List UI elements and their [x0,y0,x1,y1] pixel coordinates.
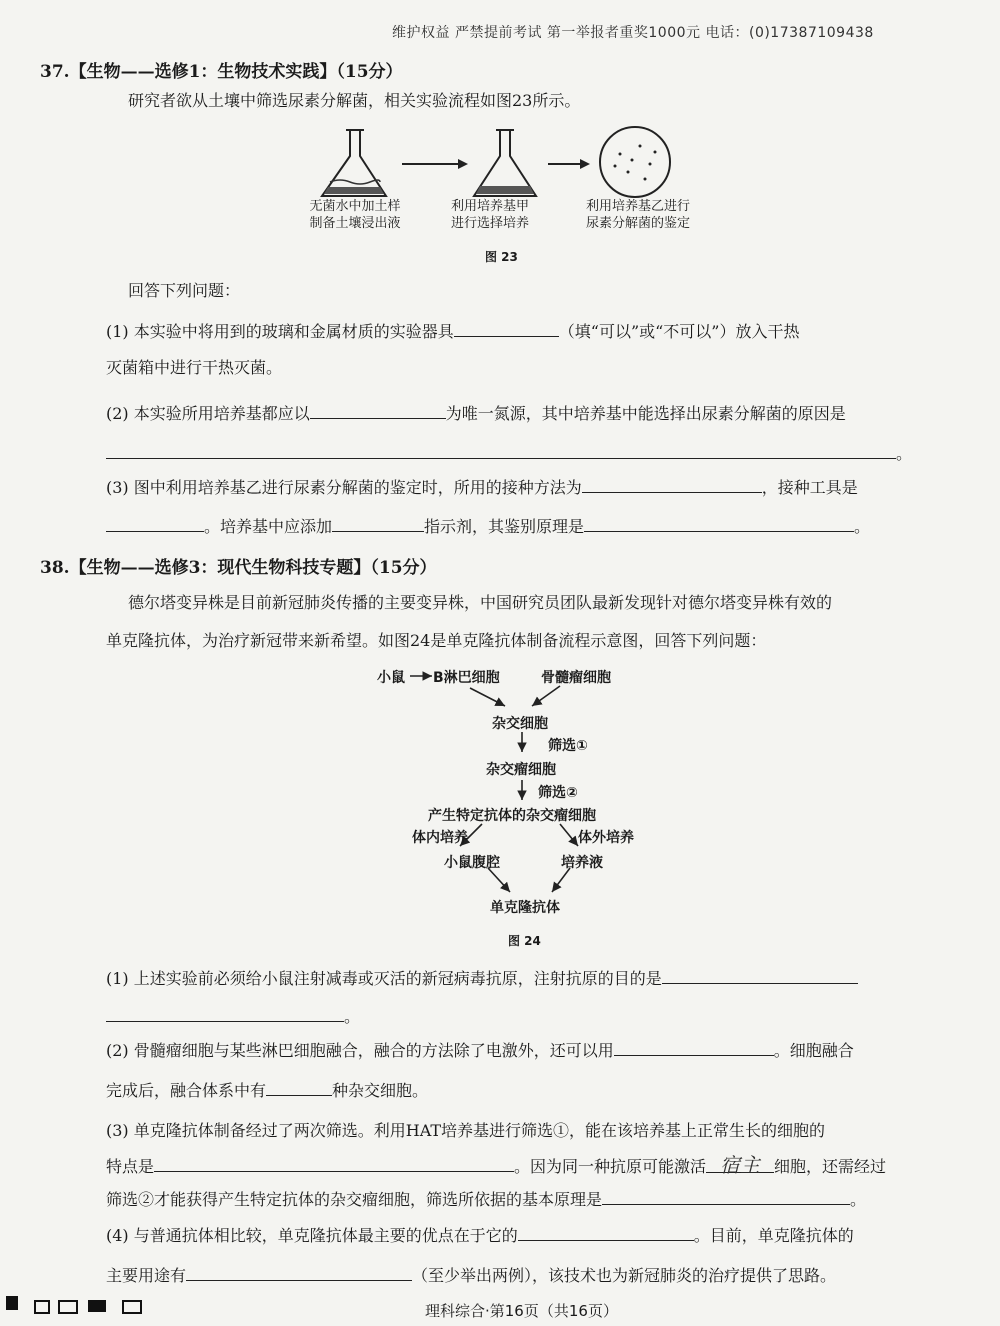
q37-part2-blank1[interactable] [310,400,446,419]
q38-part3-line1: (3) 单克隆抗体制备经过了两次筛选。利用HAT培养基进行筛选①，能在该培养基上正常生长的细胞的 [106,1121,826,1140]
step2-line1: 利用培养基甲 [450,199,529,214]
fig24-mab: 单克隆抗体 [490,900,560,916]
fig24-myeloma: 骨髓瘤细胞 [541,670,611,686]
q38-part3-line3: 筛选②才能获得产生特定抗体的杂交瘤细胞，筛选所依据的基本原理是 。 [106,1186,866,1211]
registration-mark-1 [6,1296,18,1310]
registration-mark-5 [122,1300,142,1314]
q37-intro: 研究者欲从土壤中筛选尿素分解菌，相关实验流程如图23所示。 [128,91,581,110]
q37-part3-line2: 。培养基中应添加 指示剂，其鉴别原理是 。 [106,513,870,538]
fig24-screen2: 筛选② [538,785,578,801]
figure-23-step3 [568,198,708,232]
q38-part2-blank1[interactable] [614,1037,774,1056]
step1-line2: 制备土壤浸出液 [309,216,401,231]
arrow-2-icon [548,159,590,169]
q38-part2-line2: 完成后，融合体系中有 种杂交细胞。 [106,1077,428,1102]
registration-mark-3 [58,1300,78,1314]
figure-23-step1 [285,198,425,232]
q38-part1-line2: 。 [106,1003,360,1028]
q37-part2-line2: 。 [106,440,912,465]
q38-part1-line1: (1) 上述实验前必须给小鼠注射减毒或灭活的新冠病毒抗原，注射抗原的目的是 [106,965,858,990]
registration-mark-2 [34,1300,50,1314]
step3-line2: 尿素分解菌的鉴定 [585,216,690,231]
q38-part4-blank2[interactable] [186,1262,412,1281]
q37-part1-line1: (1) 本实验中将用到的玻璃和金属材质的实验器具 （填“可以”或“不可以”）放入干热 [106,318,800,343]
arrow-1-icon [402,159,468,169]
registration-mark-4 [88,1300,106,1312]
exam-banner: 维护权益 严禁提前考试 第一举报者重奖1000元 电话：(0)17387109438 [392,25,874,41]
q38-part3-line2: 特点是 。因为同一种抗原可能激活 宿主 细胞，还需经过 [106,1153,887,1177]
q37-prompt: 回答下列问题： [128,281,241,300]
q37-part2-blank2[interactable] [106,440,896,459]
q38-part1-blank1[interactable] [662,965,858,984]
q38-part2-line1: (2) 骨髓瘤细胞与某些淋巴细胞融合，融合的方法除了电激外，还可以用 。细胞融合 [106,1037,854,1062]
q37-part3-line1: (3) 图中利用培养基乙进行尿素分解菌的鉴定时，所用的接种方法为 ，接种工具是 [106,474,858,499]
fig24-hybridoma: 杂交瘤细胞 [486,762,556,778]
q38-part4-blank1[interactable] [518,1222,694,1241]
q37-part1-blank[interactable] [454,318,559,337]
fig24-medium: 培养液 [561,855,603,871]
fig24-abdomen: 小鼠腹腔 [444,855,500,871]
step3-line1: 利用培养基乙进行 [585,199,690,214]
step1-line1: 无菌水中加土样 [309,199,401,214]
q38-part1-blank2[interactable] [106,1003,344,1022]
q37-part3-blank2[interactable] [106,513,204,532]
step2-line2: 进行选择培养 [450,216,529,231]
fig24-b-cell: B淋巴细胞 [433,670,500,686]
q37-part3-blank1[interactable] [582,474,762,493]
q38-part3-handwritten-answer[interactable]: 宿主 [706,1154,774,1173]
figure-23-caption: 图 23 [485,250,518,264]
fig24-specific: 产生特定抗体的杂交瘤细胞 [428,808,596,824]
q38-part2-blank2[interactable] [266,1077,332,1096]
petri-dish-icon [600,127,670,197]
q38-header: 38.【生物——选修3：现代生物科技专题】（15分） [40,558,437,578]
fig24-mouse: 小鼠 [377,670,405,686]
figure-23-step2 [430,198,550,232]
page-footer: 理科综合·第16页（共16页） [425,1302,618,1320]
q38-intro-line1: 德尔塔变异株是目前新冠肺炎传播的主要变异株，中国研究员团队最新发现针对德尔塔变异株有效的 [128,593,833,612]
flask-2-icon [474,130,536,196]
figure-24-caption: 图 24 [508,934,541,948]
q38-intro-line2: 单克隆抗体，为治疗新冠带来新希望。如图24是单克隆抗体制备流程示意图，回答下列问题： [106,631,767,650]
q37-part1-line2: 灭菌箱中进行干热灭菌。 [106,358,283,377]
q37-header: 37.【生物——选修1：生物技术实践】（15分） [40,62,403,82]
fig24-in-vivo: 体内培养 [412,830,468,846]
q38-part4-line2: 主要用途有 （至少举出两例），该技术也为新冠肺炎的治疗提供了思路。 [106,1262,836,1287]
fig24-screen1: 筛选① [548,738,588,754]
fig24-hybrid: 杂交细胞 [492,716,548,732]
q38-part3-blank1[interactable] [154,1153,514,1172]
figure-24-arrows [360,660,680,930]
flask-1-icon [322,130,386,196]
q38-part3-blank2[interactable] [602,1186,850,1205]
q37-part2-line1: (2) 本实验所用培养基都应以 为唯一氮源，其中培养基中能选择出尿素分解菌的原因是 [106,400,846,425]
figure-23-drawing [310,124,710,204]
q37-part3-blank3[interactable] [332,513,424,532]
q38-part4-line1: (4) 与普通抗体相比较，单克隆抗体最主要的优点在于它的 。目前，单克隆抗体的 [106,1222,854,1247]
fig24-in-vitro: 体外培养 [578,830,634,846]
q37-part3-blank4[interactable] [584,513,854,532]
